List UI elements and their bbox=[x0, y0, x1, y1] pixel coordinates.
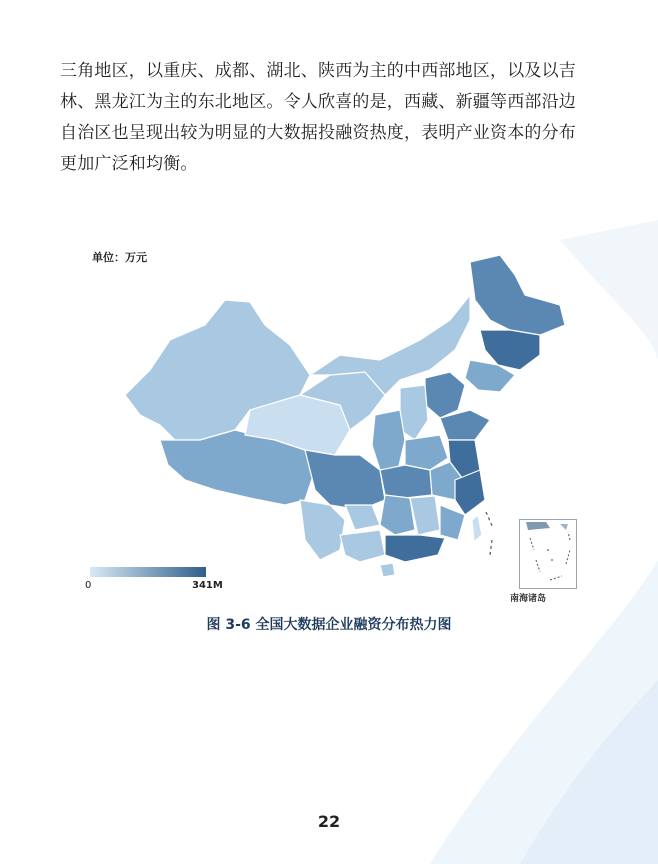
legend-gradient-bar bbox=[90, 567, 206, 577]
region-shaanxi bbox=[372, 410, 405, 470]
page-number: 22 bbox=[317, 812, 341, 831]
region-hebei bbox=[425, 372, 465, 418]
region-sichuan bbox=[305, 450, 385, 510]
region-hainan bbox=[380, 563, 395, 577]
region-hubei bbox=[380, 465, 432, 498]
region-guangdong bbox=[385, 535, 445, 562]
legend-min-label: 0 bbox=[85, 580, 92, 591]
region-hunan bbox=[380, 495, 415, 535]
inset-label: 南海诸岛 bbox=[510, 594, 547, 604]
paragraph-line: 更加广泛和均衡。 bbox=[60, 154, 198, 174]
figure-caption: 图 3-6 全国大数据企业融资分布热力图 bbox=[206, 617, 452, 633]
region-yunnan bbox=[300, 500, 345, 560]
region-taiwan bbox=[472, 515, 482, 542]
unit-label: 单位：万元 bbox=[92, 251, 147, 264]
south-china-sea-inset bbox=[519, 519, 577, 589]
sea-boundary-line bbox=[486, 512, 493, 555]
legend-max-label: 341M bbox=[192, 580, 223, 591]
inset-map bbox=[520, 520, 576, 588]
region-guangxi bbox=[340, 530, 385, 562]
region-heilongjiang bbox=[470, 255, 565, 335]
paragraph-line: 自治区也呈现出较为明显的大数据投融资热度，表明产业资本的分布 bbox=[60, 123, 576, 143]
paragraph-line: 林、黑龙江为主的东北地区。令人欣喜的是，西藏、新疆等西部沿边 bbox=[60, 92, 576, 112]
region-guizhou bbox=[345, 505, 380, 530]
paragraph-line: 三角地区，以重庆、成都、湖北、陕西为主的中西部地区，以及以吉 bbox=[60, 61, 576, 81]
